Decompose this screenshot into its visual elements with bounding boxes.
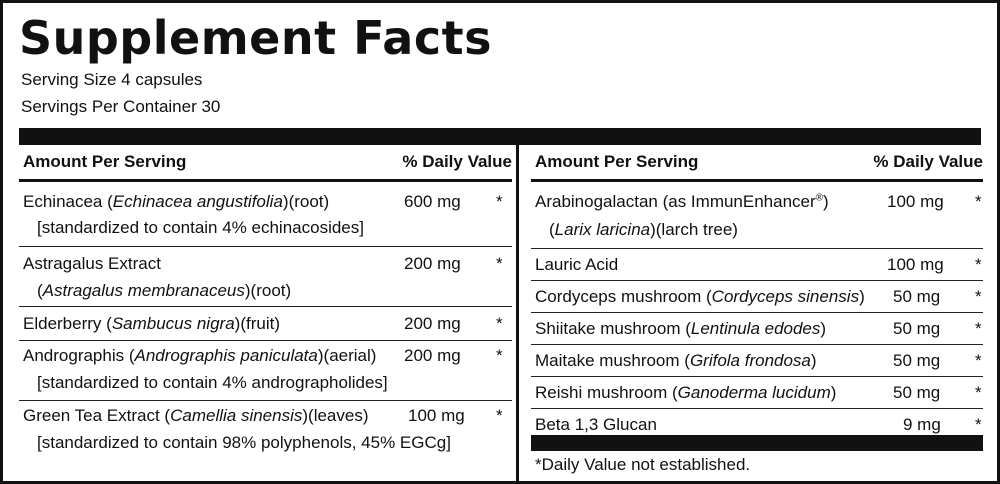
ingredient-name: Arabinogalactan (as ImmunEnhancer®) (535, 192, 829, 211)
amount-per-serving-header: Amount Per Serving (23, 152, 187, 171)
ingredient-row-reishi (531, 378, 983, 409)
daily-value-star: * (975, 415, 982, 434)
daily-value-star: * (975, 192, 982, 211)
ingredient-name: Elderberry (Sambucus nigra)(fruit) (23, 314, 280, 333)
ingredient-row-green-tea (19, 402, 512, 460)
daily-value-star: * (496, 254, 503, 273)
ingredient-name: Shiitake mushroom (Lentinula edodes) (535, 319, 827, 338)
amount-per-serving-header: Amount Per Serving (535, 152, 699, 171)
ingredient-row-lauric-acid (531, 250, 983, 281)
daily-value-star: * (975, 351, 982, 370)
ingredient-amount: 100 mg (408, 406, 465, 425)
panel-title: Supplement Facts (19, 11, 492, 65)
thick-divider-bar (19, 128, 981, 145)
ingredient-amount: 100 mg (887, 255, 944, 274)
ingredient-latin: (Astragalus membranaceus)(root) (37, 281, 292, 300)
ingredient-note: [standardized to contain 4% andrographolides] (37, 373, 388, 392)
daily-value-star: * (496, 406, 503, 425)
ingredient-name: Andrographis (Andrographis paniculata)(aerial) (23, 346, 377, 365)
ingredient-row-astragalus (19, 248, 512, 307)
ingredient-row-elderberry (19, 308, 512, 341)
ingredient-name: Echinacea (Echinacea angustifolia)(root) (23, 192, 330, 211)
ingredient-row-maitake (531, 346, 983, 377)
ingredient-row-andrographis (19, 342, 512, 401)
ingredient-amount: 50 mg (893, 351, 941, 370)
ingredient-amount: 50 mg (893, 383, 941, 402)
bottom-divider-bar (531, 435, 983, 451)
daily-value-header: % Daily Value (873, 152, 983, 171)
daily-value-star: * (496, 314, 503, 333)
ingredient-row-shiitake (531, 314, 983, 345)
ingredient-name: Cordyceps mushroom (Cordyceps sinensis) (535, 287, 865, 306)
ingredient-amount: 200 mg (404, 254, 461, 273)
ingredient-row-cordyceps (531, 282, 983, 313)
ingredient-amount: 100 mg (887, 192, 944, 211)
ingredient-row-echinacea (19, 188, 512, 247)
right-column (531, 145, 983, 455)
footnote: *Daily Value not established. (535, 455, 751, 474)
daily-value-star: * (496, 346, 503, 365)
daily-value-star: * (496, 192, 503, 211)
daily-value-star: * (975, 255, 982, 274)
ingredient-name: Astragalus Extract (23, 254, 161, 273)
ingredient-row-arabinogalactan (531, 188, 983, 249)
ingredient-name: Reishi mushroom (Ganoderma lucidum) (535, 383, 837, 402)
serving-size: Serving Size 4 capsules (21, 70, 203, 89)
ingredient-amount: 600 mg (404, 192, 461, 211)
ingredient-amount: 50 mg (893, 287, 941, 306)
left-header (19, 145, 512, 182)
ingredient-latin: (Larix laricina)(larch tree) (549, 220, 738, 239)
daily-value-star: * (975, 383, 982, 402)
ingredient-amount: 50 mg (893, 319, 941, 338)
daily-value-star: * (975, 319, 982, 338)
daily-value-header: % Daily Value (402, 152, 512, 171)
ingredient-amount: 200 mg (404, 346, 461, 365)
ingredient-note: [standardized to contain 4% echinacosides] (37, 218, 364, 237)
ingredient-name: Green Tea Extract (Camellia sinensis)(leaves) (23, 406, 369, 425)
ingredient-note: [standardized to contain 98% polyphenols, 45% EGCg] (37, 433, 451, 452)
right-header (531, 145, 983, 182)
column-divider (516, 145, 519, 481)
ingredient-amount: 200 mg (404, 314, 461, 333)
servings-per-container: Servings Per Container 30 (21, 97, 221, 116)
left-column (19, 145, 512, 455)
daily-value-star: * (975, 287, 982, 306)
ingredient-amount: 9 mg (903, 415, 941, 434)
ingredient-name: Beta 1,3 Glucan (535, 415, 657, 434)
ingredient-name: Maitake mushroom (Grifola frondosa) (535, 351, 817, 370)
ingredient-name: Lauric Acid (535, 255, 619, 274)
